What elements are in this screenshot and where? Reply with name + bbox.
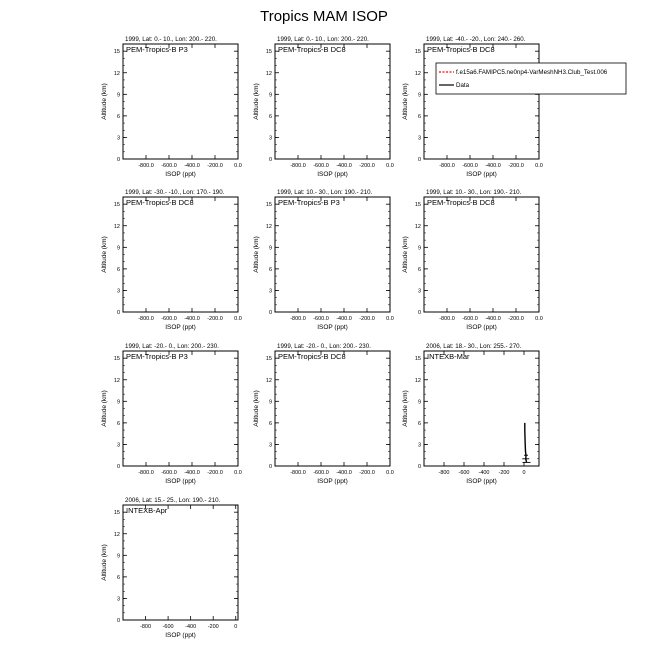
panel-6-xtick-label: 0.0 <box>535 316 543 322</box>
panel-5-ytick-label: 6 <box>268 266 272 273</box>
panel-3-ytick-label: 9 <box>417 92 421 99</box>
panel-10-header: 2006, Lat: 15.- 25., Lon: 190.- 210. <box>125 497 221 504</box>
panel-10-campaign-label: INTEXB-Apr <box>126 506 168 515</box>
panel-4-xtick-label: -600.0 <box>161 316 177 322</box>
panel-8-ytick-label: 0 <box>268 464 272 470</box>
panel-3-ytick-label: 3 <box>417 135 421 142</box>
panel-10-ylabel: Altitude (km) <box>101 544 108 581</box>
panel-5-ytick-label: 15 <box>265 202 272 209</box>
panel-6-ytick-label: 0 <box>417 310 421 316</box>
panel-7-xlabel: ISOP (ppt) <box>165 478 196 485</box>
panel-10-ytick-label: 12 <box>113 531 120 538</box>
panel-2-xtick-label: -200.0 <box>359 163 375 169</box>
panel-2-xlabel: ISOP (ppt) <box>317 171 348 178</box>
panel-7-ylabel: Altitude (km) <box>101 390 108 427</box>
panel-1-ytick-label: 9 <box>116 92 120 99</box>
panel-8-campaign-label: PEM-Tropics-B DC8 <box>278 352 346 361</box>
panel-4-xtick-label: -800.0 <box>138 316 154 322</box>
panel-9-xtick-label: -400 <box>478 470 490 476</box>
panel-5-xtick-label: 0.0 <box>386 316 394 322</box>
panel-7-ytick-label: 0 <box>116 464 120 470</box>
panel-3-xtick-label: 0.0 <box>535 163 543 169</box>
panel-6-ytick-label: 15 <box>414 202 421 209</box>
panel-9-ytick-label: 12 <box>414 377 421 384</box>
panel-8-frame <box>275 351 390 466</box>
panel-10-ytick-label: 0 <box>116 618 120 624</box>
panel-8-ytick-label: 15 <box>265 356 272 363</box>
panel-5-ytick-label: 9 <box>268 245 272 252</box>
panel-7-ytick-label: 12 <box>113 377 120 384</box>
panel-10-frame <box>123 505 238 620</box>
panel-6-frame <box>424 197 539 312</box>
panel-10-xtick-label: -200 <box>207 624 219 630</box>
panel-6-header: 1999, Lat: 10.- 30., Lon: 190.- 210. <box>426 189 522 196</box>
panel-10-xtick-label: -600 <box>162 624 174 630</box>
panel-4-xlabel: ISOP (ppt) <box>165 324 196 331</box>
panel-2-ytick-label: 0 <box>268 157 272 163</box>
panel-8-ytick-label: 3 <box>268 442 272 449</box>
panel-6-ytick-label: 9 <box>417 245 421 252</box>
panel-9-ytick-label: 15 <box>414 356 421 363</box>
panel-5-ylabel: Altitude (km) <box>253 236 260 273</box>
panel-8-ytick-label: 6 <box>268 420 272 427</box>
panel-6-xlabel: ISOP (ppt) <box>466 324 497 331</box>
panel-2-ytick-label: 6 <box>268 113 272 120</box>
panel-3-xlabel: ISOP (ppt) <box>466 171 497 178</box>
legend-box <box>436 63 626 94</box>
panel-9-xtick-label: -200 <box>498 470 510 476</box>
panel-7-xtick-label: -800.0 <box>138 470 154 476</box>
panel-4-xtick-label: -200.0 <box>207 316 223 322</box>
panel-3-header: 1999, Lat: -40.- -20., Lon: 240.- 260. <box>426 36 526 43</box>
panel-8-xtick-label: -200.0 <box>359 470 375 476</box>
panel-3-xtick-label: -400.0 <box>485 163 501 169</box>
panel-10-ytick-label: 9 <box>116 553 120 560</box>
panel-8-xlabel: ISOP (ppt) <box>317 478 348 485</box>
panel-3-ytick-label: 0 <box>417 157 421 163</box>
panel-10-xtick-label: -800 <box>140 624 152 630</box>
panel-5-frame <box>275 197 390 312</box>
panel-10-xlabel: ISOP (ppt) <box>165 632 196 639</box>
panel-2-ytick-label: 9 <box>268 92 272 99</box>
panel-2-xtick-label: -600.0 <box>313 163 329 169</box>
panel-2-ylabel: Altitude (km) <box>253 83 260 120</box>
legend-data-label: Data <box>456 82 470 89</box>
panel-4-ytick-label: 12 <box>113 223 120 230</box>
panel-3-ytick-label: 6 <box>417 113 421 120</box>
panel-8-ylabel: Altitude (km) <box>253 390 260 427</box>
panel-3-ylabel: Altitude (km) <box>402 83 409 120</box>
panel-7-ytick-label: 6 <box>116 420 120 427</box>
panel-1-ytick-label: 15 <box>113 49 120 56</box>
panel-9-campaign-label: INTEXB-Mar <box>427 352 470 361</box>
panel-6-xtick-label: -800.0 <box>439 316 455 322</box>
panel-10-ytick-label: 6 <box>116 574 120 581</box>
panel-3-ytick-label: 15 <box>414 49 421 56</box>
panel-9-ytick-label: 0 <box>417 464 421 470</box>
panel-4-ytick-label: 0 <box>116 310 120 316</box>
panel-1-xtick-label: -800.0 <box>138 163 154 169</box>
panel-7-ytick-label: 15 <box>113 356 120 363</box>
panel-1-xtick-label: -400.0 <box>184 163 200 169</box>
panel-1-ytick-label: 12 <box>113 70 120 77</box>
panel-9-ytick-label: 3 <box>417 442 421 449</box>
panel-1-ytick-label: 3 <box>116 135 120 142</box>
panel-4-ytick-label: 6 <box>116 266 120 273</box>
panel-2-ytick-label: 12 <box>265 70 272 77</box>
panel-7-xtick-label: -600.0 <box>161 470 177 476</box>
panel-2-ytick-label: 3 <box>268 135 272 142</box>
panel-9-series-data-line <box>525 423 527 463</box>
panel-10-xtick-label: -400 <box>185 624 197 630</box>
panel-9-ytick-label: 9 <box>417 399 421 406</box>
panel-2-xtick-label: 0.0 <box>386 163 394 169</box>
panel-5-header: 1999, Lat: 10.- 30., Lon: 190.- 210. <box>277 189 373 196</box>
panel-8-xtick-label: -600.0 <box>313 470 329 476</box>
panel-8-xtick-label: 0.0 <box>386 470 394 476</box>
panel-5-xtick-label: -200.0 <box>359 316 375 322</box>
panel-4-ytick-label: 9 <box>116 245 120 252</box>
panel-4-header: 1999, Lat: -30.- -10., Lon: 170.- 190. <box>125 189 225 196</box>
panel-8-ytick-label: 9 <box>268 399 272 406</box>
panel-5-ytick-label: 12 <box>265 223 272 230</box>
panel-6-ytick-label: 12 <box>414 223 421 230</box>
panel-7-ytick-label: 3 <box>116 442 120 449</box>
panel-3-campaign-label: PEM-Tropics-B DC8 <box>427 45 495 54</box>
panel-4-ytick-label: 3 <box>116 288 120 295</box>
panel-3-frame <box>424 44 539 159</box>
panel-1-frame <box>123 44 238 159</box>
panel-5-ytick-label: 3 <box>268 288 272 295</box>
panel-6-ylabel: Altitude (km) <box>402 236 409 273</box>
panel-6-campaign-label: PEM-Tropics-B DC8 <box>427 198 495 207</box>
panel-8-xtick-label: -400.0 <box>336 470 352 476</box>
panel-8-ytick-label: 12 <box>265 377 272 384</box>
panel-7-xtick-label: 0.0 <box>234 470 242 476</box>
panel-7-header: 1999, Lat: -20.- 0., Lon: 200.- 230. <box>125 343 219 350</box>
panel-1-xlabel: ISOP (ppt) <box>165 171 196 178</box>
panel-5-xlabel: ISOP (ppt) <box>317 324 348 331</box>
panel-9-xlabel: ISOP (ppt) <box>466 478 497 485</box>
panel-2-frame <box>275 44 390 159</box>
panel-5-campaign-label: PEM-Tropics-B P3 <box>278 198 340 207</box>
panel-2-ytick-label: 15 <box>265 49 272 56</box>
panel-4-ylabel: Altitude (km) <box>101 236 108 273</box>
panel-7-frame <box>123 351 238 466</box>
panel-5-xtick-label: -800.0 <box>290 316 306 322</box>
panel-1-campaign-label: PEM-Tropics-B P3 <box>126 45 188 54</box>
panel-2-xtick-label: -800.0 <box>290 163 306 169</box>
panel-7-xtick-label: -200.0 <box>207 470 223 476</box>
panel-1-xtick-label: 0.0 <box>234 163 242 169</box>
legend-model-label: f.e15a6.FAMIPC5.ne0np4-VarMeshNH3.Club_Test.006 <box>456 69 608 76</box>
panel-6-ytick-label: 3 <box>417 288 421 295</box>
panel-9-xtick-label: 0 <box>522 470 526 476</box>
panel-3-ytick-label: 12 <box>414 70 421 77</box>
panel-9-frame <box>424 351 539 466</box>
panel-2-xtick-label: -400.0 <box>336 163 352 169</box>
panel-4-xtick-label: -400.0 <box>184 316 200 322</box>
panel-5-xtick-label: -600.0 <box>313 316 329 322</box>
panel-7-ytick-label: 9 <box>116 399 120 406</box>
panel-6-xtick-label: -600.0 <box>462 316 478 322</box>
panel-9-xtick-label: -800 <box>438 470 450 476</box>
panel-4-xtick-label: 0.0 <box>234 316 242 322</box>
panel-8-header: 1999, Lat: -20.- 0., Lon: 200.- 230. <box>277 343 371 350</box>
panel-3-xtick-label: -800.0 <box>439 163 455 169</box>
panel-6-ytick-label: 6 <box>417 266 421 273</box>
panel-3-xtick-label: -200.0 <box>508 163 524 169</box>
panel-1-ytick-label: 6 <box>116 113 120 120</box>
panel-2-header: 1999, Lat: 0.- 10., Lon: 200.- 220. <box>277 36 369 43</box>
panel-4-frame <box>123 197 238 312</box>
panel-7-xtick-label: -400.0 <box>184 470 200 476</box>
panel-6-xtick-label: -200.0 <box>508 316 524 322</box>
panel-4-campaign-label: PEM-Tropics-B DC8 <box>126 198 194 207</box>
panel-1-header: 1999, Lat: 0.- 10., Lon: 200.- 220. <box>125 36 217 43</box>
panel-4-ytick-label: 15 <box>113 202 120 209</box>
panel-1-xtick-label: -200.0 <box>207 163 223 169</box>
panel-9-xtick-label: -600 <box>458 470 470 476</box>
panel-9-ylabel: Altitude (km) <box>402 390 409 427</box>
panel-10-ytick-label: 3 <box>116 596 120 603</box>
panel-3-xtick-label: -600.0 <box>462 163 478 169</box>
panel-1-ylabel: Altitude (km) <box>101 83 108 120</box>
panel-9-header: 2006, Lat: 18.- 30., Lon: 255.- 270. <box>426 343 522 350</box>
page-title: Tropics MAM ISOP <box>260 8 388 25</box>
panel-8-xtick-label: -800.0 <box>290 470 306 476</box>
panel-1-xtick-label: -600.0 <box>161 163 177 169</box>
panel-9-ytick-label: 6 <box>417 420 421 427</box>
panel-1-ytick-label: 0 <box>116 157 120 163</box>
panel-5-xtick-label: -400.0 <box>336 316 352 322</box>
panel-10-ytick-label: 15 <box>113 510 120 517</box>
panel-5-ytick-label: 0 <box>268 310 272 316</box>
panel-10-xtick-label: 0 <box>234 624 238 630</box>
panel-6-xtick-label: -400.0 <box>485 316 501 322</box>
panel-7-campaign-label: PEM-Tropics-B P3 <box>126 352 188 361</box>
panel-2-campaign-label: PEM-Tropics-B DC8 <box>278 45 346 54</box>
